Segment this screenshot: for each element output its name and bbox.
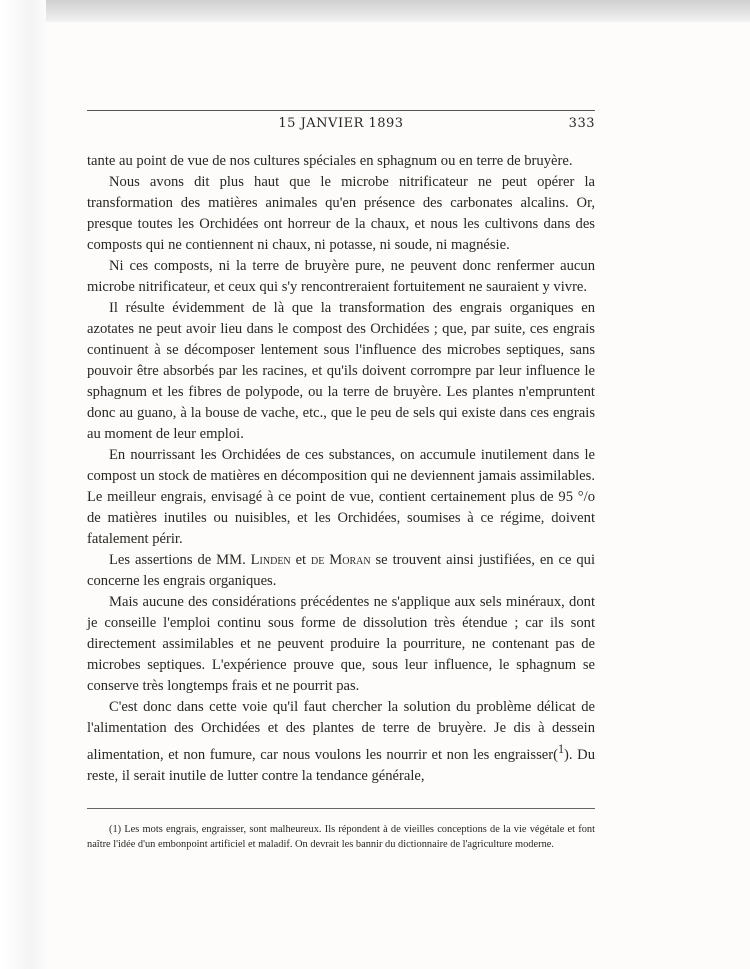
text-run: se trouvent ainsi justifiées, en ce qui concerne les engrais organiques.	[87, 552, 596, 589]
text-run: Les assertions de MM.	[109, 552, 251, 568]
paragraph: tante au point de vue de nos cultures spéciales en sphagnum ou en terre de bruyère.	[87, 153, 573, 169]
header-date: 15 JANVIER 1893	[278, 116, 404, 131]
paragraph: Ni ces composts, ni la terre de bruyère pure, ne peuvent donc renfermer aucun microbe nitrificateur, et ceux qui s'y rencontreraient fortuitement ne sauraient y vivre.	[87, 258, 595, 295]
text-run: et	[290, 552, 312, 568]
page-number: 333	[568, 116, 595, 131]
author-name-linden: Linden	[250, 552, 291, 568]
scan-edge-left	[0, 0, 46, 969]
footnote: (1) Les mots engrais, engraisser, sont malheureux. Ils répondent à de vieilles conceptions de la vie végétale et font naître l'idée d'un embonpoint artificiel et maladif. On devrait les bannir du dictionnaire de l'agriculture moderne.	[87, 824, 595, 850]
text-run: C'est donc dans cette voie qu'il faut chercher la solution du problème délicat de l'alimentation des Orchidées et des plantes de terre de bruyère. Je dis à dessein alimentation, et non fumure, car nous voulons les nourrir et non les engraisser(	[87, 699, 595, 763]
paragraph-assertions	[87, 550, 595, 592]
paragraph: Mais aucune des considérations précédentes ne s'applique aux sels minéraux, dont je conseille l'emploi continu sous forme de dissolution très étendue ; car ils sont directement assimilables et ne peuvent produire la pourriture, ne contenant pas de microbes septiques. L'expérience prouve que, sous leur influence, le sphagnum se conserve très longtemps frais et ne pourrit pas.	[87, 594, 595, 694]
paragraph-last	[87, 697, 595, 787]
paragraph: Il résulte évidemment de là que la transformation des engrais organiques en azotates ne peut avoir lieu dans le compost des Orchidées ; que, par suite, ces engrais continuent à se décomposer lentement sous l'influence des microbes septiques, sans pouvoir être absorbés par les racines, et qu'ils doivent corrompre par leur influence le sphagnum et les fibres de polypode, ou la terre de bruyère. Les plantes n'empruntent donc au guano, à la bouse de vache, etc., que le peu de sels qui existe dans ces engrais au moment de leur emploi.	[87, 300, 595, 442]
footnote-rule	[87, 808, 595, 809]
author-name-moran: de Moran	[311, 552, 371, 568]
scan-edge-top	[0, 0, 750, 22]
body-text	[87, 151, 595, 787]
paragraph: Nous avons dit plus haut que le microbe nitrificateur ne peut opérer la transformation des matières animales qu'en présence des carbonates alcalins. Or, presque toutes les Orchidées ont horreur de la chaux, et nous les cultivons dans des composts qui ne contiennent ni chaux, ni potasse, ni soude, ni magnésie.	[87, 174, 595, 253]
paragraph: En nourrissant les Orchidées de ces substances, on accumule inutilement dans le compost un stock de matières en décomposition qui ne deviennent jamais assimilables. Le meilleur engrais, envisagé à ce point de vue, contient certainement plus de 95 °/o de matières inutiles ou nuisibles, et les Orchidées, soumises à ce régime, doivent fatalement périr.	[87, 447, 595, 547]
text-run: ). Du reste, il serait inutile de lutter contre la tendance générale,	[87, 746, 595, 784]
running-head	[87, 116, 595, 136]
footnote-ref: 1	[557, 742, 565, 756]
header-rule	[87, 110, 595, 111]
